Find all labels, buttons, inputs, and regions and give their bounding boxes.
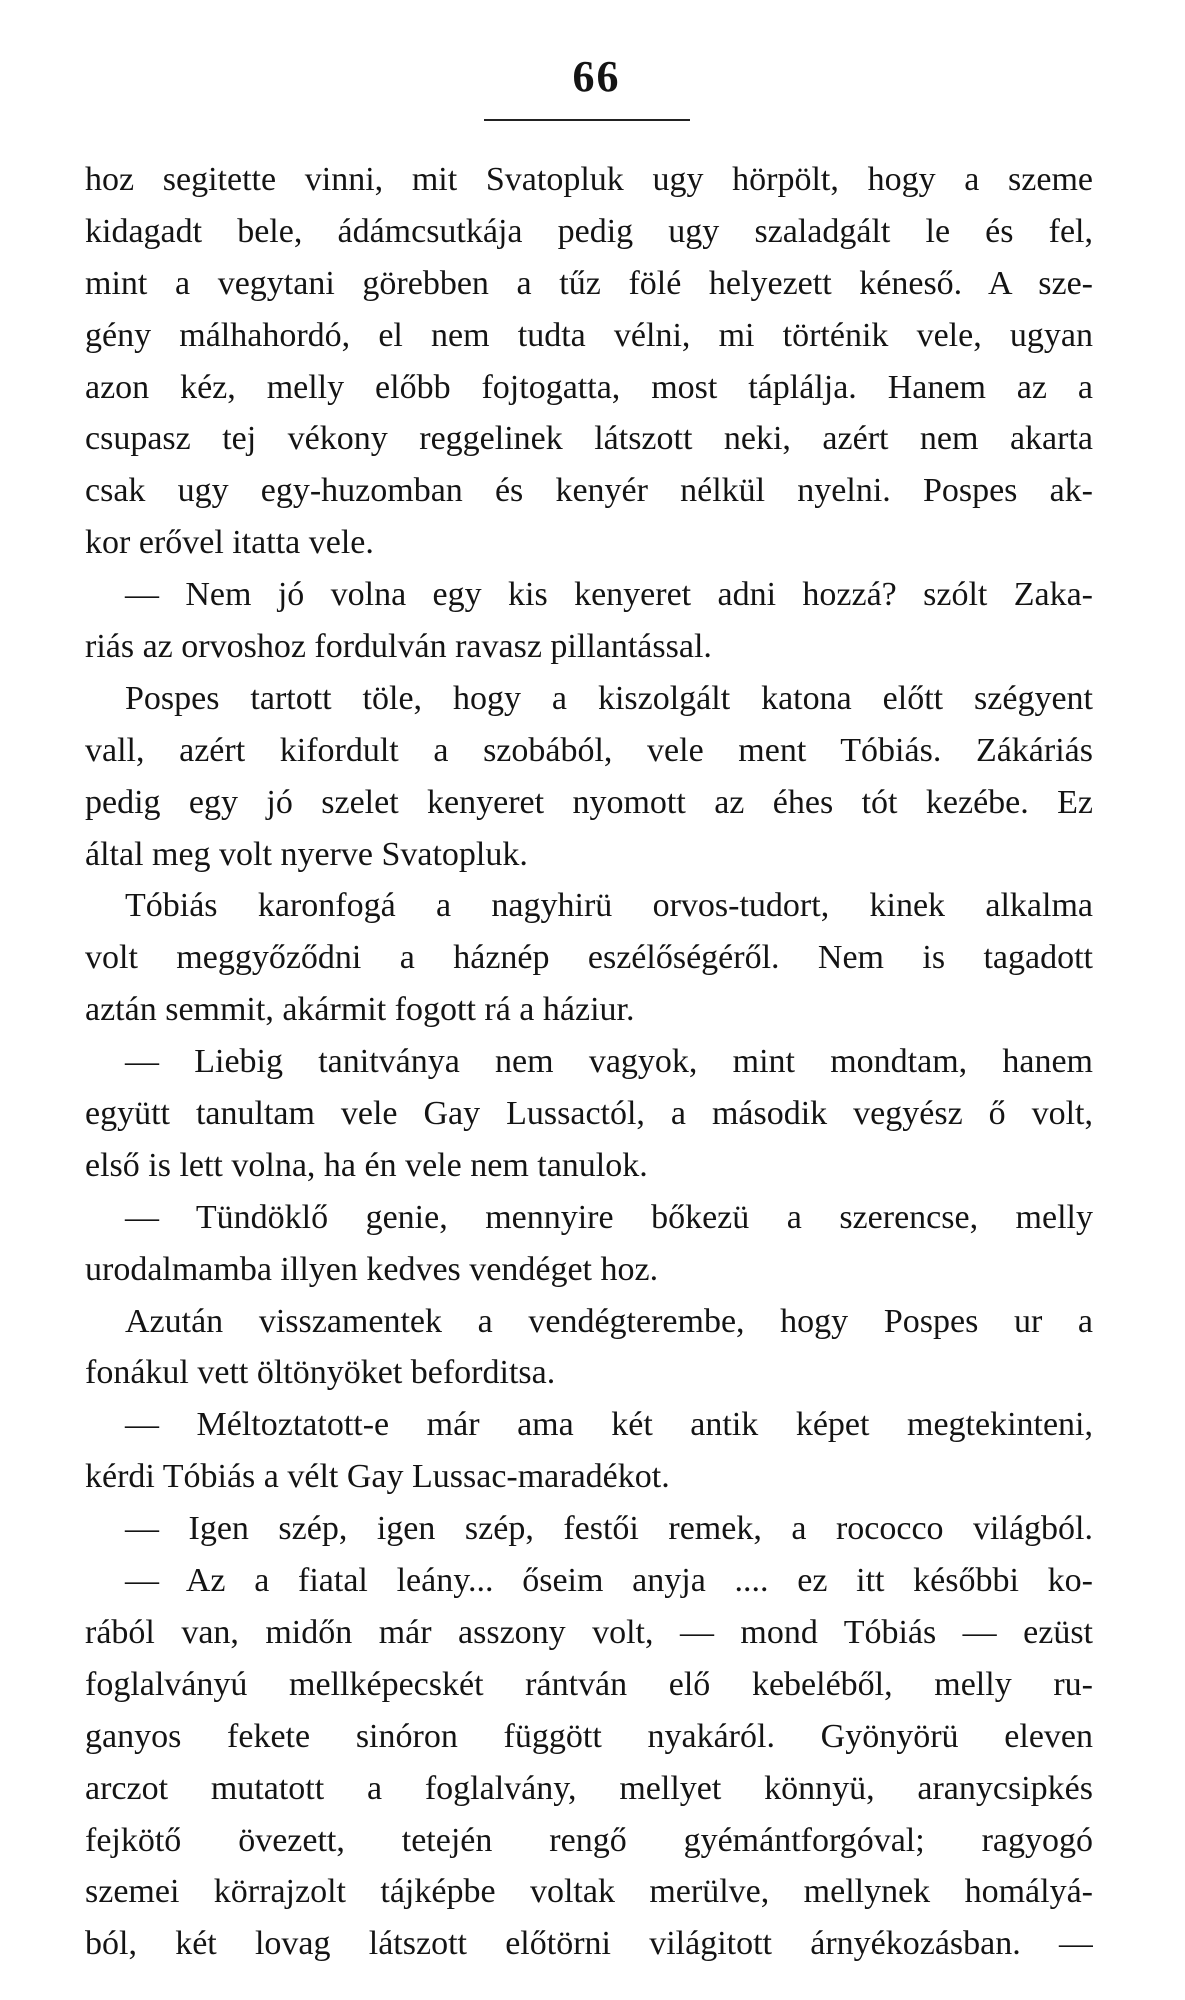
text-line: pedig egy jó szelet kenyeret nyomott az éhes tót kezébe. Ez <box>85 783 1093 821</box>
text-line: csupasz tej vékony reggelinek látszott neki, azért nem akarta <box>85 420 1093 458</box>
text-line: csak ugy egy-huzomban és kenyér nélkül nyelni. Pospes ak- <box>85 472 1093 510</box>
page-number: 66 <box>572 52 621 101</box>
text-line: hoz segitette vinni, mit Svatopluk ugy hörpölt, hogy a szeme <box>85 161 1093 198</box>
text-line: riás az orvoshoz fordulván ravasz pillantással. <box>85 628 712 666</box>
header-rule <box>484 119 690 121</box>
text-line: volt meggyőződni a háznép eszélőségéről. Nem is tagadott <box>85 939 1093 977</box>
text-line: fonákul vett öltönyöket beforditsa. <box>85 1354 556 1392</box>
text-line: azon kéz, melly előbb fojtogatta, most táplálja. Hanem az a <box>85 368 1093 406</box>
text-line: — Tündöklő genie, mennyire bőkezü a szerencse, melly <box>125 1198 1093 1236</box>
text-line: gény málhahordó, el nem tudta vélni, mi történik vele, ugyan <box>85 316 1093 354</box>
text-line: által meg volt nyerve Svatopluk. <box>85 835 528 873</box>
text-line: aztán semmit, akármit fogott rá a háziur. <box>85 991 635 1029</box>
text-line: ból, két lovag látszott előtörni világitott árnyékozásban. — <box>85 1925 1093 1963</box>
text-line: — Liebig tanitványa nem vagyok, mint mondtam, hanem <box>125 1043 1093 1081</box>
text-line: rából van, midőn már asszony volt, — mond Tóbiás — ezüst <box>85 1613 1093 1651</box>
text-line: — Igen szép, igen szép, festői remek, a rococco világból. <box>125 1510 1093 1548</box>
text-line: Azután visszamentek a vendégterembe, hogy Pospes ur a <box>125 1302 1093 1340</box>
text-line: — Méltoztatott-e már ama két antik képet megtekinteni, <box>125 1406 1093 1444</box>
text-line: urodalmamba illyen kedves vendéget hoz. <box>85 1250 659 1288</box>
text-line: mint a vegytani görebben a tűz fölé helyezett kéneső. A sze- <box>85 264 1093 302</box>
text-line: vall, azért kifordult a szobából, vele ment Tóbiás. Zákáriás <box>85 731 1093 769</box>
text-line: kidagadt bele, ádámcsutkája pedig ugy szaladgált le és fel, <box>85 212 1093 250</box>
text-line: szemei körrajzolt tájképbe voltak merülve, mellynek homályá- <box>85 1873 1093 1911</box>
body-text <box>85 154 1093 1970</box>
text-line: Pospes tartott töle, hogy a kiszolgált katona előtt szégyent <box>125 679 1093 717</box>
text-line: első is lett volna, ha én vele nem tanulok. <box>85 1146 648 1184</box>
text-line: — Az a fiatal leány... őseim anyja .... ez itt későbbi ko- <box>125 1562 1093 1600</box>
text-line: ganyos fekete sinóron függött nyakáról. Gyönyörü eleven <box>85 1717 1093 1755</box>
text-line: foglalványú mellképecskét rántván elő kebeléből, melly ru- <box>85 1665 1093 1703</box>
text-line: Tóbiás karonfogá a nagyhirü orvos-tudort, kinek alkalma <box>125 887 1093 925</box>
text-line: együtt tanultam vele Gay Lussactól, a második vegyész ő volt, <box>85 1095 1093 1133</box>
text-line: kor erővel itatta vele. <box>85 524 374 562</box>
text-line: kérdi Tóbiás a vélt Gay Lussac-maradékot. <box>85 1458 670 1496</box>
text-line: fejkötő övezett, tetején rengő gyémántforgóval; ragyogó <box>85 1821 1093 1859</box>
text-line: arczot mutatott a foglalvány, mellyet könnyü, aranycsipkés <box>85 1769 1093 1807</box>
text-line: — Nem jó volna egy kis kenyeret adni hozzá? szólt Zaka- <box>125 576 1093 614</box>
